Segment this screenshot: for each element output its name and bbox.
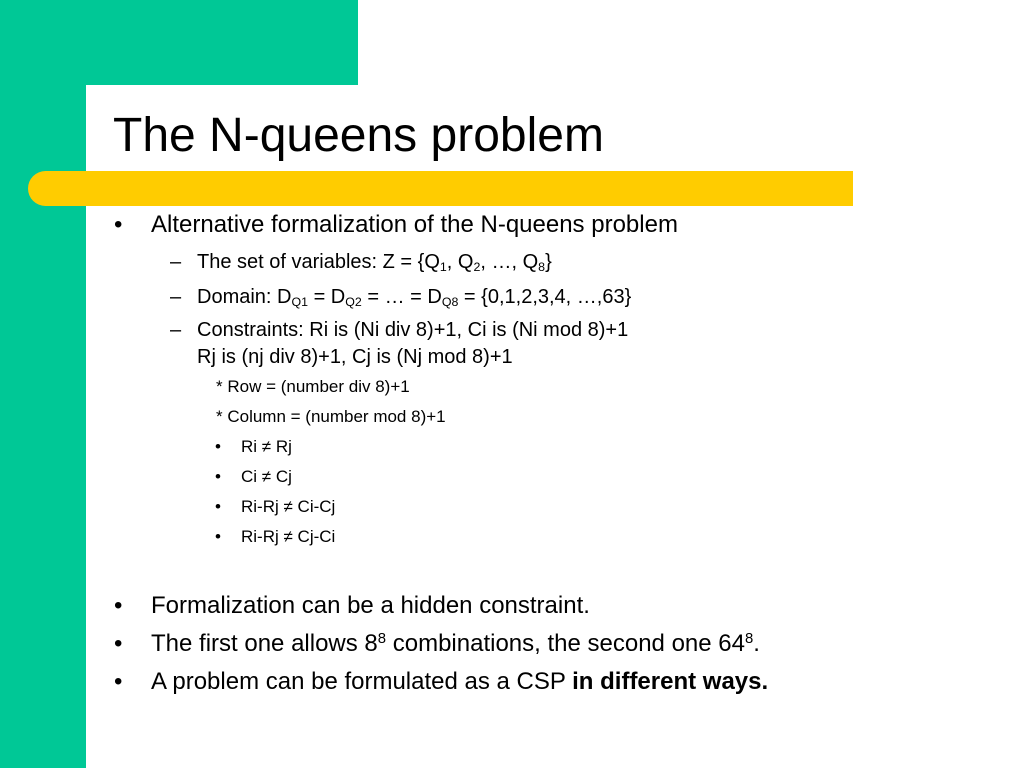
sub-bullet-constraints-line1: Constraints: Ri is (Ni div 8)+1, Ci is (Ni mod 8)+1 — [197, 319, 629, 341]
variables-text: , Q — [446, 251, 474, 273]
combinations-text: combinations, the second one 64 — [386, 630, 745, 657]
small-bullet-marker: • — [215, 437, 221, 456]
csp-text: A problem can be formulated as a CSP — [151, 668, 573, 695]
constraint-diagonal-1: Ri-Rj ≠ Ci-Cj — [241, 497, 336, 516]
subscript: Q8 — [441, 295, 459, 310]
subscript: 2 — [473, 260, 481, 275]
sub-bullet-domain — [197, 284, 631, 310]
sub-bullet-constraints-line2: Rj is (nj div 8)+1, Cj is (Nj mod 8)+1 — [197, 346, 513, 368]
domain-text: Domain: D — [197, 286, 292, 308]
bullet-marker: • — [114, 668, 123, 695]
slide-title: The N-queens problem — [113, 109, 604, 162]
constraint-diagonal-2: Ri-Rj ≠ Cj-Ci — [241, 527, 336, 546]
small-bullet-marker: • — [215, 497, 221, 516]
bullet-marker: • — [114, 630, 123, 657]
combinations-text: . — [753, 630, 760, 657]
subscript: 1 — [439, 260, 447, 275]
superscript: 8 — [377, 630, 387, 647]
domain-text: = … = D — [361, 286, 442, 308]
emphasis-text: in different ways. — [572, 668, 769, 695]
superscript: 8 — [744, 630, 754, 647]
small-bullet-marker: • — [215, 527, 221, 546]
variables-text: The set of variables: Z = {Q — [197, 251, 440, 273]
variables-text: } — [545, 251, 552, 273]
note-row: * Row = (number div 8)+1 — [216, 377, 410, 396]
bullet-combinations — [151, 629, 760, 659]
bullet-marker: • — [114, 592, 123, 619]
constraint-columns: Ci ≠ Cj — [241, 467, 292, 486]
sub-bullet-variables — [197, 249, 552, 275]
note-column: * Column = (number mod 8)+1 — [216, 407, 446, 426]
green-accent-left — [0, 0, 86, 768]
subscript: Q1 — [291, 295, 309, 310]
dash-marker: – — [170, 251, 182, 273]
title-underline-bar — [28, 171, 853, 206]
bullet-alternative-formalization: Alternative formalization of the N-queens problem — [151, 211, 678, 238]
bullet-marker: • — [114, 211, 123, 238]
domain-text: = {0,1,2,3,4, …,63} — [458, 286, 632, 308]
combinations-text: The first one allows 8 — [151, 630, 378, 657]
dash-marker: – — [170, 286, 182, 308]
dash-marker: – — [170, 319, 182, 341]
domain-text: = D — [308, 286, 346, 308]
bullet-different-ways — [151, 667, 768, 697]
subscript: Q2 — [345, 295, 362, 310]
subscript: 8 — [538, 260, 546, 275]
variables-text: , …, Q — [480, 251, 539, 273]
small-bullet-marker: • — [215, 467, 221, 486]
bullet-hidden-constraint: Formalization can be a hidden constraint. — [151, 592, 590, 619]
constraint-rows: Ri ≠ Rj — [241, 437, 292, 456]
